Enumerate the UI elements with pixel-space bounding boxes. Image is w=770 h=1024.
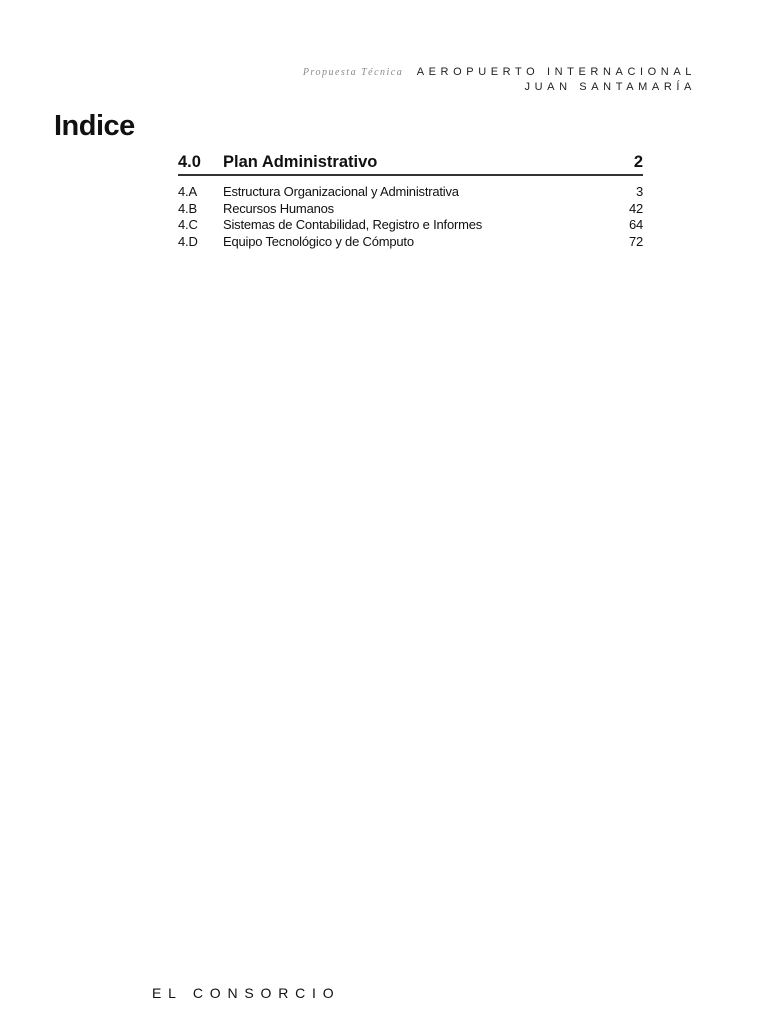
document-header: [303, 64, 696, 94]
toc-item[interactable]: [178, 184, 643, 201]
toc-item-number: 4.C: [178, 217, 198, 232]
toc-item-page: 3: [635, 184, 643, 199]
toc-item-label: Sistemas de Contabilidad, Registro e Informes: [223, 217, 483, 232]
document-footer: EL CONSORCIO: [152, 985, 341, 1001]
table-of-contents: [178, 153, 643, 250]
toc-item[interactable]: [178, 201, 643, 218]
toc-item-number: 4.D: [178, 233, 198, 249]
toc-item[interactable]: [178, 234, 643, 251]
toc-item[interactable]: [178, 217, 643, 234]
header-line-1: [303, 64, 696, 80]
header-subtitle: Propuesta Técnica: [302, 67, 404, 78]
toc-main-section[interactable]: [178, 153, 643, 176]
toc-item-label: Estructura Organizacional y Administrativa: [223, 184, 459, 199]
toc-item-number: 4.A: [178, 184, 197, 199]
header-title: AEROPUERTO INTERNACIONAL: [416, 66, 696, 78]
toc-main-number: 4.0: [178, 153, 201, 171]
toc-list: [178, 184, 643, 250]
toc-main-page: 2: [633, 153, 643, 171]
toc-item-label: Recursos Humanos: [223, 200, 334, 216]
page-title: Indice: [54, 110, 135, 142]
toc-item-number: 4.B: [178, 200, 197, 216]
toc-item-label: Equipo Tecnológico y de Cómputo: [223, 233, 414, 249]
toc-item-page: 42: [628, 200, 643, 216]
toc-item-page: 64: [628, 217, 643, 232]
toc-main-label: Plan Administrativo: [223, 153, 378, 171]
header-title-line-2: JUAN SANTAMARÍA: [524, 81, 696, 93]
toc-item-page: 72: [628, 233, 643, 249]
